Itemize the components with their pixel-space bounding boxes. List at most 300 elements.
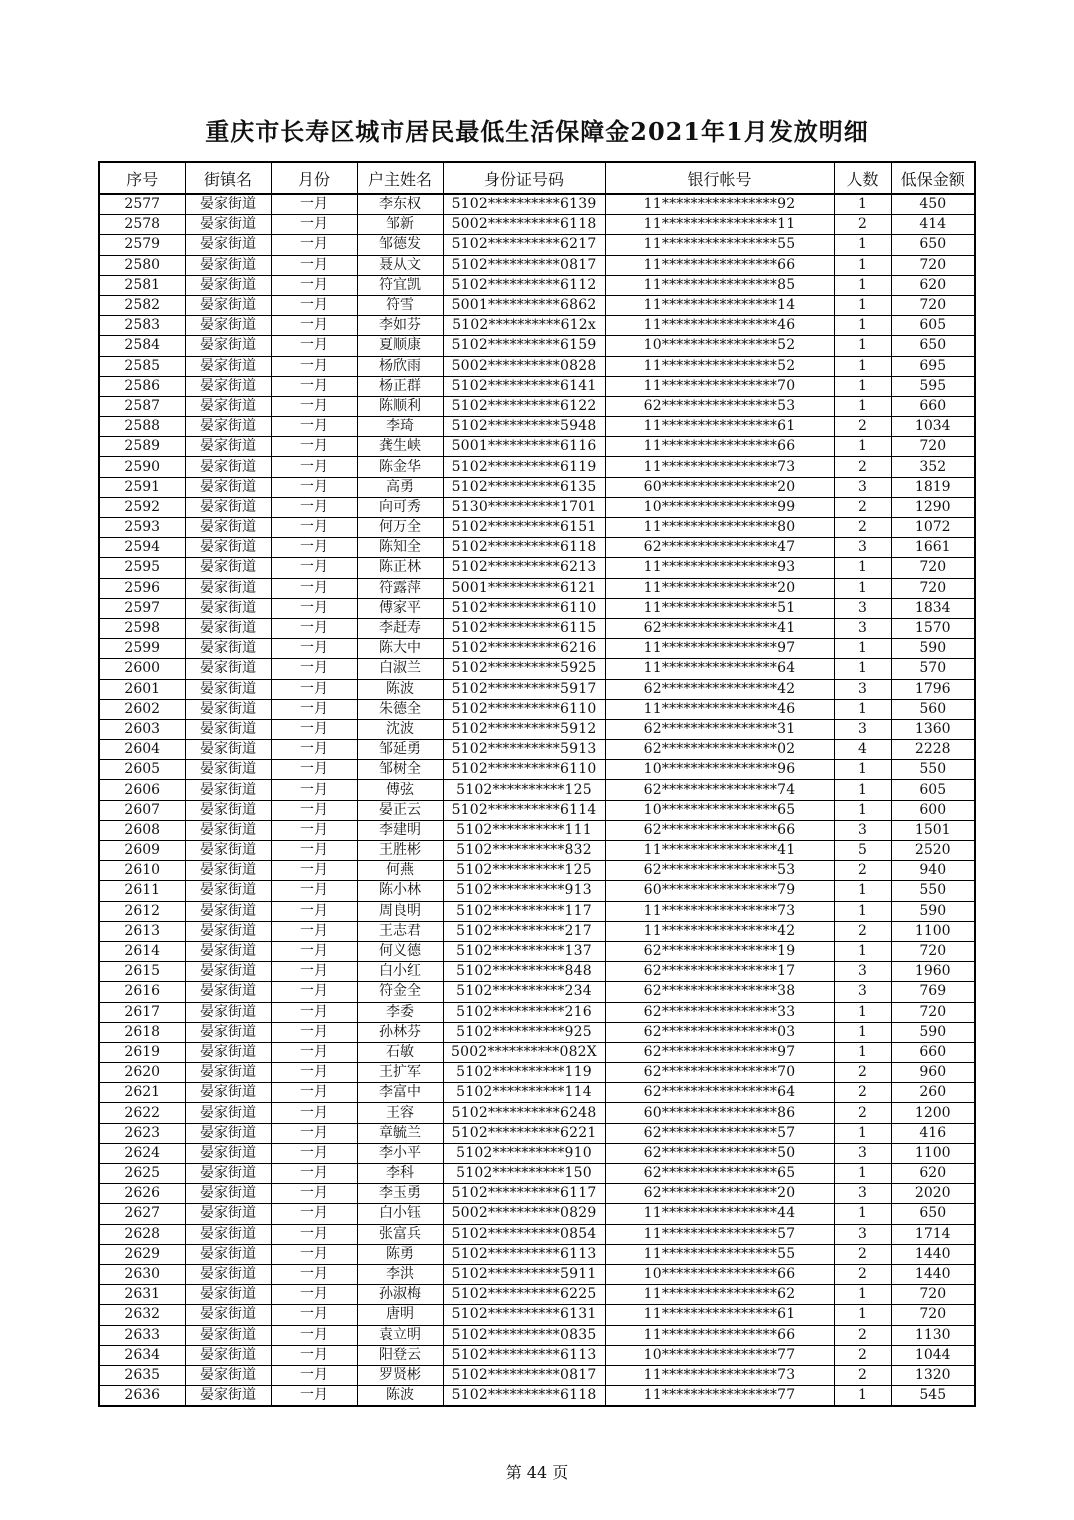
month-cell: 一月	[271, 841, 357, 861]
serial-number-cell: 2621	[99, 1083, 185, 1103]
serial-number-cell: 2581	[99, 275, 185, 295]
householder-name-cell: 李建明	[357, 820, 443, 840]
id-number-cell: 5102**********114	[443, 1083, 605, 1103]
table-row	[99, 1264, 975, 1284]
people-count-cell: 2	[834, 417, 891, 437]
serial-number-cell: 2605	[99, 760, 185, 780]
month-cell: 一月	[271, 457, 357, 477]
month-cell: 一月	[271, 336, 357, 356]
id-number-cell: 5102**********6131	[443, 1305, 605, 1325]
householder-name-cell: 邹延勇	[357, 740, 443, 760]
column-header: 低保金额	[891, 162, 975, 194]
table-row	[99, 1103, 975, 1123]
street-cell: 晏家街道	[185, 1264, 271, 1284]
amount-cell: 570	[891, 659, 975, 679]
month-cell: 一月	[271, 881, 357, 901]
table-row	[99, 235, 975, 255]
street-cell: 晏家街道	[185, 1002, 271, 1022]
householder-name-cell: 李科	[357, 1164, 443, 1184]
street-cell: 晏家街道	[185, 639, 271, 659]
people-count-cell: 3	[834, 962, 891, 982]
serial-number-cell: 2615	[99, 962, 185, 982]
householder-name-cell: 何义德	[357, 941, 443, 961]
street-cell: 晏家街道	[185, 1204, 271, 1224]
street-cell: 晏家街道	[185, 1022, 271, 1042]
bank-account-cell: 11****************57	[605, 1224, 834, 1244]
people-count-cell: 1	[834, 1123, 891, 1143]
table-row	[99, 396, 975, 416]
bank-account-cell: 10****************65	[605, 800, 834, 820]
serial-number-cell: 2625	[99, 1164, 185, 1184]
street-cell: 晏家街道	[185, 1063, 271, 1083]
amount-cell: 1661	[891, 538, 975, 558]
people-count-cell: 1	[834, 1042, 891, 1062]
amount-cell: 414	[891, 215, 975, 235]
serial-number-cell: 2604	[99, 740, 185, 760]
bank-account-cell: 62****************64	[605, 1083, 834, 1103]
people-count-cell: 1	[834, 275, 891, 295]
amount-cell: 545	[891, 1386, 975, 1407]
id-number-cell: 5102**********6213	[443, 558, 605, 578]
table-row	[99, 982, 975, 1002]
month-cell: 一月	[271, 518, 357, 538]
month-cell: 一月	[271, 1365, 357, 1385]
table-row	[99, 558, 975, 578]
id-number-cell: 5102**********111	[443, 820, 605, 840]
street-cell: 晏家街道	[185, 194, 271, 215]
id-number-cell: 5102**********5917	[443, 679, 605, 699]
month-cell: 一月	[271, 356, 357, 376]
householder-name-cell: 向可秀	[357, 497, 443, 517]
bank-account-cell: 11****************61	[605, 417, 834, 437]
serial-number-cell: 2622	[99, 1103, 185, 1123]
serial-number-cell: 2582	[99, 295, 185, 315]
table-row	[99, 194, 975, 215]
id-number-cell: 5102**********6114	[443, 800, 605, 820]
street-cell: 晏家街道	[185, 841, 271, 861]
householder-name-cell: 傅弦	[357, 780, 443, 800]
street-cell: 晏家街道	[185, 1305, 271, 1325]
householder-name-cell: 符露萍	[357, 578, 443, 598]
bank-account-cell: 62****************97	[605, 1042, 834, 1062]
householder-name-cell: 李小平	[357, 1143, 443, 1163]
amount-cell: 620	[891, 1164, 975, 1184]
amount-cell: 1100	[891, 1143, 975, 1163]
serial-number-cell: 2631	[99, 1285, 185, 1305]
amount-cell: 605	[891, 316, 975, 336]
street-cell: 晏家街道	[185, 578, 271, 598]
month-cell: 一月	[271, 215, 357, 235]
householder-name-cell: 李洪	[357, 1264, 443, 1284]
table-row	[99, 1224, 975, 1244]
id-number-cell: 5001**********6862	[443, 295, 605, 315]
street-cell: 晏家街道	[185, 437, 271, 457]
street-cell: 晏家街道	[185, 1386, 271, 1407]
householder-name-cell: 王志君	[357, 921, 443, 941]
serial-number-cell: 2623	[99, 1123, 185, 1143]
amount-cell: 660	[891, 1042, 975, 1062]
bank-account-cell: 11****************85	[605, 275, 834, 295]
id-number-cell: 5102**********216	[443, 1002, 605, 1022]
householder-name-cell: 陈波	[357, 679, 443, 699]
serial-number-cell: 2585	[99, 356, 185, 376]
people-count-cell: 2	[834, 1365, 891, 1385]
id-number-cell: 5102**********117	[443, 901, 605, 921]
serial-number-cell: 2593	[99, 518, 185, 538]
people-count-cell: 3	[834, 820, 891, 840]
table-row	[99, 336, 975, 356]
table-row	[99, 1365, 975, 1385]
bank-account-cell: 62****************19	[605, 941, 834, 961]
table-row	[99, 295, 975, 315]
street-cell: 晏家街道	[185, 417, 271, 437]
street-cell: 晏家街道	[185, 235, 271, 255]
householder-name-cell: 陈知全	[357, 538, 443, 558]
amount-cell: 595	[891, 376, 975, 396]
householder-name-cell: 王扩军	[357, 1063, 443, 1083]
month-cell: 一月	[271, 659, 357, 679]
table-row	[99, 1022, 975, 1042]
street-cell: 晏家街道	[185, 1244, 271, 1264]
table-row	[99, 275, 975, 295]
month-cell: 一月	[271, 780, 357, 800]
street-cell: 晏家街道	[185, 275, 271, 295]
householder-name-cell: 陈波	[357, 1386, 443, 1407]
id-number-cell: 5130**********1701	[443, 497, 605, 517]
amount-cell: 1360	[891, 719, 975, 739]
serial-number-cell: 2577	[99, 194, 185, 215]
month-cell: 一月	[271, 255, 357, 275]
month-cell: 一月	[271, 1063, 357, 1083]
bank-account-cell: 11****************44	[605, 1204, 834, 1224]
table-body	[99, 194, 975, 1406]
street-cell: 晏家街道	[185, 497, 271, 517]
amount-cell: 416	[891, 1123, 975, 1143]
table-row	[99, 1345, 975, 1365]
id-number-cell: 5102**********6221	[443, 1123, 605, 1143]
householder-name-cell: 白小钰	[357, 1204, 443, 1224]
amount-cell: 1570	[891, 618, 975, 638]
householder-name-cell: 陈大中	[357, 639, 443, 659]
column-header: 人数	[834, 162, 891, 194]
street-cell: 晏家街道	[185, 719, 271, 739]
amount-cell: 590	[891, 639, 975, 659]
month-cell: 一月	[271, 558, 357, 578]
column-header: 街镇名	[185, 162, 271, 194]
amount-cell: 560	[891, 699, 975, 719]
amount-cell: 1440	[891, 1244, 975, 1264]
householder-name-cell: 陈勇	[357, 1244, 443, 1264]
month-cell: 一月	[271, 538, 357, 558]
table-row	[99, 760, 975, 780]
month-cell: 一月	[271, 618, 357, 638]
id-number-cell: 5102**********5925	[443, 659, 605, 679]
bank-account-cell: 11****************97	[605, 639, 834, 659]
people-count-cell: 3	[834, 477, 891, 497]
street-cell: 晏家街道	[185, 679, 271, 699]
amount-cell: 1130	[891, 1325, 975, 1345]
table-row	[99, 841, 975, 861]
amount-cell: 650	[891, 336, 975, 356]
serial-number-cell: 2595	[99, 558, 185, 578]
amount-cell: 550	[891, 760, 975, 780]
householder-name-cell: 唐明	[357, 1305, 443, 1325]
serial-number-cell: 2626	[99, 1184, 185, 1204]
serial-number-cell: 2630	[99, 1264, 185, 1284]
payment-table	[98, 161, 976, 1407]
bank-account-cell: 11****************66	[605, 1325, 834, 1345]
people-count-cell: 2	[834, 1063, 891, 1083]
people-count-cell: 1	[834, 336, 891, 356]
page-title: 重庆市长寿区城市居民最低生活保障金2021年1月发放明细	[205, 117, 869, 146]
page-number: 第 44 页	[505, 1463, 569, 1482]
people-count-cell: 2	[834, 921, 891, 941]
id-number-cell: 5102**********6119	[443, 457, 605, 477]
month-cell: 一月	[271, 295, 357, 315]
serial-number-cell: 2579	[99, 235, 185, 255]
amount-cell: 1714	[891, 1224, 975, 1244]
bank-account-cell: 62****************31	[605, 719, 834, 739]
street-cell: 晏家街道	[185, 760, 271, 780]
month-cell: 一月	[271, 598, 357, 618]
householder-name-cell: 高勇	[357, 477, 443, 497]
amount-cell: 720	[891, 941, 975, 961]
people-count-cell: 2	[834, 457, 891, 477]
id-number-cell: 5102**********234	[443, 982, 605, 1002]
id-number-cell: 5102**********6225	[443, 1285, 605, 1305]
people-count-cell: 2	[834, 1244, 891, 1264]
id-number-cell: 5102**********612x	[443, 316, 605, 336]
bank-account-cell: 11****************52	[605, 356, 834, 376]
street-cell: 晏家街道	[185, 800, 271, 820]
bank-account-cell: 10****************77	[605, 1345, 834, 1365]
serial-number-cell: 2603	[99, 719, 185, 739]
amount-cell: 620	[891, 275, 975, 295]
street-cell: 晏家街道	[185, 336, 271, 356]
table-row	[99, 861, 975, 881]
street-cell: 晏家街道	[185, 538, 271, 558]
amount-cell: 660	[891, 396, 975, 416]
table-row	[99, 1285, 975, 1305]
householder-name-cell: 王容	[357, 1103, 443, 1123]
bank-account-cell: 62****************66	[605, 820, 834, 840]
table-row	[99, 962, 975, 982]
amount-cell: 2020	[891, 1184, 975, 1204]
table-row	[99, 780, 975, 800]
householder-name-cell: 何万全	[357, 518, 443, 538]
people-count-cell: 2	[834, 1325, 891, 1345]
column-header: 户主姓名	[357, 162, 443, 194]
serial-number-cell: 2580	[99, 255, 185, 275]
bank-account-cell: 11****************41	[605, 841, 834, 861]
serial-number-cell: 2613	[99, 921, 185, 941]
month-cell: 一月	[271, 639, 357, 659]
id-number-cell: 5001**********6116	[443, 437, 605, 457]
serial-number-cell: 2601	[99, 679, 185, 699]
month-cell: 一月	[271, 235, 357, 255]
people-count-cell: 1	[834, 1002, 891, 1022]
table-row	[99, 457, 975, 477]
bank-account-cell: 11****************73	[605, 901, 834, 921]
column-header: 序号	[99, 162, 185, 194]
table-row	[99, 497, 975, 517]
amount-cell: 720	[891, 255, 975, 275]
table-row	[99, 639, 975, 659]
id-number-cell: 5102**********150	[443, 1164, 605, 1184]
householder-name-cell: 符宜凯	[357, 275, 443, 295]
id-number-cell: 5102**********6118	[443, 1386, 605, 1407]
month-cell: 一月	[271, 1022, 357, 1042]
amount-cell: 650	[891, 1204, 975, 1224]
month-cell: 一月	[271, 316, 357, 336]
amount-cell: 1100	[891, 921, 975, 941]
householder-name-cell: 聂从文	[357, 255, 443, 275]
serial-number-cell: 2618	[99, 1022, 185, 1042]
people-count-cell: 1	[834, 780, 891, 800]
bank-account-cell: 62****************02	[605, 740, 834, 760]
people-count-cell: 3	[834, 982, 891, 1002]
bank-account-cell: 62****************42	[605, 679, 834, 699]
month-cell: 一月	[271, 578, 357, 598]
people-count-cell: 1	[834, 760, 891, 780]
bank-account-cell: 62****************38	[605, 982, 834, 1002]
amount-cell: 2520	[891, 841, 975, 861]
householder-name-cell: 白淑兰	[357, 659, 443, 679]
people-count-cell: 1	[834, 1204, 891, 1224]
month-cell: 一月	[271, 194, 357, 215]
table-row	[99, 719, 975, 739]
street-cell: 晏家街道	[185, 1285, 271, 1305]
street-cell: 晏家街道	[185, 881, 271, 901]
bank-account-cell: 10****************99	[605, 497, 834, 517]
month-cell: 一月	[271, 275, 357, 295]
street-cell: 晏家街道	[185, 780, 271, 800]
table-row	[99, 1164, 975, 1184]
people-count-cell: 3	[834, 679, 891, 699]
people-count-cell: 2	[834, 1103, 891, 1123]
amount-cell: 550	[891, 881, 975, 901]
month-cell: 一月	[271, 417, 357, 437]
householder-name-cell: 白小红	[357, 962, 443, 982]
id-number-cell: 5102**********6110	[443, 598, 605, 618]
serial-number-cell: 2594	[99, 538, 185, 558]
id-number-cell: 5102**********6113	[443, 1244, 605, 1264]
id-number-cell: 5102**********6115	[443, 618, 605, 638]
people-count-cell: 4	[834, 740, 891, 760]
people-count-cell: 2	[834, 497, 891, 517]
householder-name-cell: 李玉勇	[357, 1184, 443, 1204]
id-number-cell: 5102**********6159	[443, 336, 605, 356]
people-count-cell: 3	[834, 719, 891, 739]
amount-cell: 1960	[891, 962, 975, 982]
bank-account-cell: 11****************14	[605, 295, 834, 315]
householder-name-cell: 孙林芬	[357, 1022, 443, 1042]
householder-name-cell: 王胜彬	[357, 841, 443, 861]
amount-cell: 605	[891, 780, 975, 800]
street-cell: 晏家街道	[185, 618, 271, 638]
amount-cell: 1200	[891, 1103, 975, 1123]
table-row	[99, 356, 975, 376]
serial-number-cell: 2584	[99, 336, 185, 356]
people-count-cell: 1	[834, 558, 891, 578]
serial-number-cell: 2607	[99, 800, 185, 820]
serial-number-cell: 2634	[99, 1345, 185, 1365]
amount-cell: 1440	[891, 1264, 975, 1284]
bank-account-cell: 11****************11	[605, 215, 834, 235]
bank-account-cell: 10****************52	[605, 336, 834, 356]
id-number-cell: 5102**********6139	[443, 194, 605, 215]
month-cell: 一月	[271, 1305, 357, 1325]
serial-number-cell: 2619	[99, 1042, 185, 1062]
id-number-cell: 5002**********082X	[443, 1042, 605, 1062]
bank-account-cell: 62****************53	[605, 861, 834, 881]
month-cell: 一月	[271, 1002, 357, 1022]
id-number-cell: 5102**********6112	[443, 275, 605, 295]
householder-name-cell: 朱德全	[357, 699, 443, 719]
amount-cell: 1044	[891, 1345, 975, 1365]
month-cell: 一月	[271, 760, 357, 780]
serial-number-cell: 2616	[99, 982, 185, 1002]
table-row	[99, 437, 975, 457]
month-cell: 一月	[271, 1184, 357, 1204]
table-row	[99, 477, 975, 497]
householder-name-cell: 石敏	[357, 1042, 443, 1062]
street-cell: 晏家街道	[185, 457, 271, 477]
id-number-cell: 5102**********0835	[443, 1325, 605, 1345]
bank-account-cell: 11****************80	[605, 518, 834, 538]
amount-cell: 600	[891, 800, 975, 820]
month-cell: 一月	[271, 1325, 357, 1345]
bank-account-cell: 11****************66	[605, 255, 834, 275]
householder-name-cell: 李委	[357, 1002, 443, 1022]
id-number-cell: 5102**********119	[443, 1063, 605, 1083]
people-count-cell: 1	[834, 1305, 891, 1325]
bank-account-cell: 11****************77	[605, 1386, 834, 1407]
householder-name-cell: 邹德发	[357, 235, 443, 255]
month-cell: 一月	[271, 1164, 357, 1184]
bank-account-cell: 62****************57	[605, 1123, 834, 1143]
table-row	[99, 881, 975, 901]
table-row	[99, 1002, 975, 1022]
bank-account-cell: 11****************61	[605, 1305, 834, 1325]
street-cell: 晏家街道	[185, 558, 271, 578]
table-row	[99, 679, 975, 699]
column-header: 银行帐号	[605, 162, 834, 194]
id-number-cell: 5102**********6110	[443, 699, 605, 719]
id-number-cell: 5001**********6121	[443, 578, 605, 598]
id-number-cell: 5102**********910	[443, 1143, 605, 1163]
people-count-cell: 1	[834, 659, 891, 679]
month-cell: 一月	[271, 437, 357, 457]
bank-account-cell: 11****************42	[605, 921, 834, 941]
month-cell: 一月	[271, 1123, 357, 1143]
month-cell: 一月	[271, 1345, 357, 1365]
bank-account-cell: 10****************66	[605, 1264, 834, 1284]
street-cell: 晏家街道	[185, 1164, 271, 1184]
id-number-cell: 5102**********6110	[443, 760, 605, 780]
id-number-cell: 5102**********848	[443, 962, 605, 982]
street-cell: 晏家街道	[185, 376, 271, 396]
householder-name-cell: 邹新	[357, 215, 443, 235]
street-cell: 晏家街道	[185, 316, 271, 336]
street-cell: 晏家街道	[185, 1224, 271, 1244]
month-cell: 一月	[271, 861, 357, 881]
bank-account-cell: 62****************50	[605, 1143, 834, 1163]
people-count-cell: 1	[834, 235, 891, 255]
serial-number-cell: 2590	[99, 457, 185, 477]
street-cell: 晏家街道	[185, 820, 271, 840]
table-row	[99, 417, 975, 437]
